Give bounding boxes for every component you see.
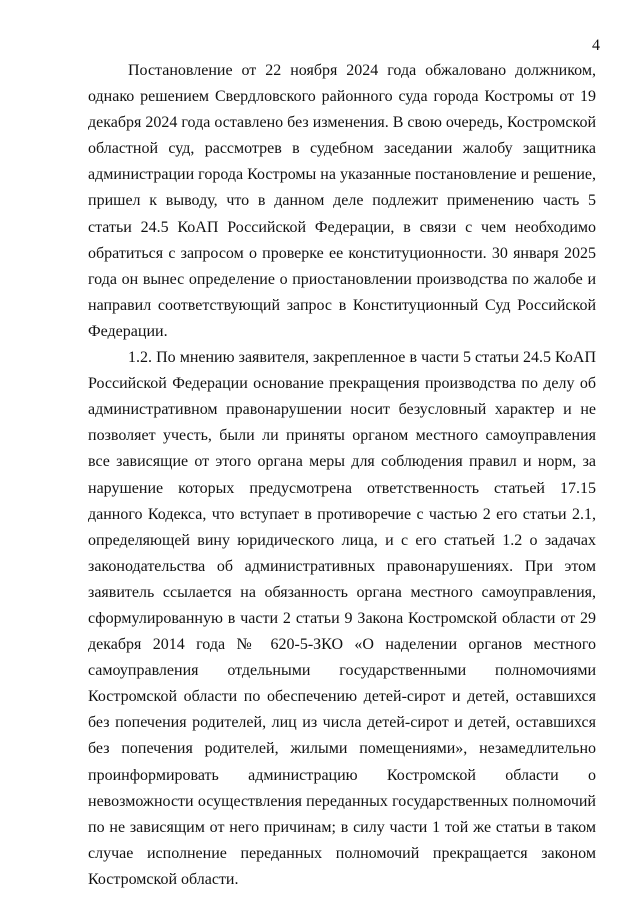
paragraph-appeal-history: Постановление от 22 ноября 2024 года обжаловано должником, однако решением Свердловского районного суда города Костромы от 19 декабря 2024 года оставлено без изменения. В свою очередь, Костромской областной суд, рассмотрев в судебном заседании жалобу защитника администрации города Костромы на указанные постановление и решение, пришел к выводу, что в данном деле подлежит применению часть 5 статьи 24.5 КоАП Российской Федерации, в связи с чем необходимо обратиться с запросом о проверке ее конституционности. 30 января 2025 года он вынес определение о приостановлении производства по жалобе и направил соответствующий запрос в Конституционный Суд Российской Федерации. xyxy=(88,62,596,340)
page-number: 4 xyxy=(592,37,600,54)
document-body xyxy=(88,58,596,893)
paragraph-applicant-position: 1.2. По мнению заявителя, закрепленное в части 5 статьи 24.5 КоАП Российской Федерации основание прекращения производства по делу об административном правонарушении носит безусловный характер и не позволяет учесть, были ли приняты органом местного самоуправления все зависящие от этого органа меры для соблюдения правил и норм, за нарушение которых предусмотрена ответственность статьей 17.15 данного Кодекса, что вступает в противоречие с частью 2 его статьи 2.1, определяющей вину юридического лица, и с его статьей 1.2 о задачах законодательства об административных правонарушениях. При этом заявитель ссылается на обязанность органа местного самоуправления, сформулированную в части 2 статьи 9 Закона Костромской области от 29 декабря 2014 года № 620-5-ЗКО «О наделении органов местного самоуправления отдельными государственными полномочиями Костромской области по обеспечению детей-сирот и детей, оставшихся без попечения родителей, лиц из числа детей-сирот и детей, оставшихся без попечения родителей, жилыми помещениями», незамедлительно проинформировать администрацию Костромской области о невозможности осуществления переданных государственных полномочий по не зависящим от него причинам; в силу части 1 той же статьи в таком случае исполнение переданных полномочий прекращается законом Костромской области. xyxy=(88,349,596,888)
